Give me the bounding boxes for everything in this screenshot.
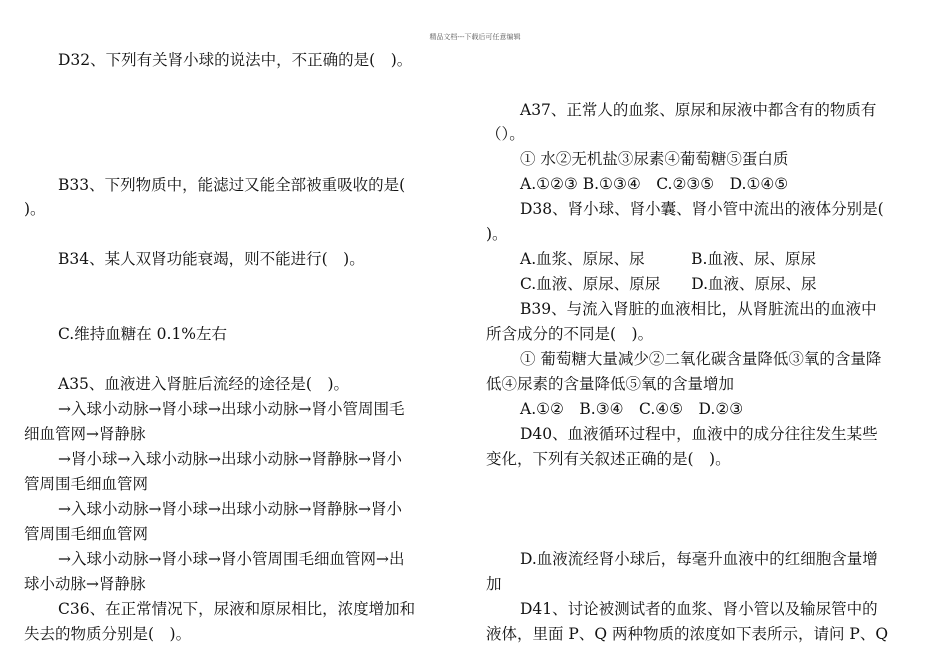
question-35-option-d-cont: 球小动脉→肾静脉	[24, 575, 146, 593]
question-35-option-b: →肾小球→入球小动脉→出球小动脉→肾静脉→肾小	[58, 450, 402, 468]
question-39-items-cont: 低④尿素的含量降低⑤氧的含量增加	[486, 375, 735, 393]
question-38-cont: )。	[486, 225, 508, 243]
question-39-items: ① 葡萄糖大量减少②二氧化碳含量降低③氧的含量降	[520, 350, 882, 368]
question-37-cont: （）。	[486, 125, 525, 143]
question-40: D40、血液循环过程中，血液中的成分往往发生某些	[520, 425, 878, 443]
question-38-options-cd: C.血液、原尿、原尿 D.血液、原尿、尿	[520, 275, 817, 293]
question-36-cont: 失去的物质分别是( )。	[24, 625, 192, 643]
question-37-options: A.①②③ B.①③④ C.②③⑤ D.①④⑤	[520, 175, 789, 193]
question-39-options: A.①② B.③④ C.④⑤ D.②③	[520, 400, 744, 418]
question-33: B33、下列物质中，能滤过又能全部被重吸收的是(	[58, 176, 406, 194]
question-40-option-d: D.血液流经肾小球后，每毫升血液中的红细胞含量增	[520, 550, 878, 568]
question-41: D41、讨论被测试者的血浆、肾小管以及输尿管中的	[520, 600, 878, 618]
question-35-option-d: →入球小动脉→肾小球→肾小管周围毛细血管网→出	[58, 550, 405, 568]
question-40-option-d-cont: 加	[486, 575, 502, 593]
question-38-options-ab: A.血浆、原尿、尿 B.血液、尿、原尿	[520, 250, 816, 268]
question-35: A35、血液进入肾脏后流经的途径是( )。	[58, 375, 350, 393]
question-39: B39、与流入肾脏的血液相比，从肾脏流出的血液中	[520, 300, 877, 318]
question-33-cont: )。	[24, 200, 46, 218]
question-35-option-a-cont: 细血管网→肾静脉	[24, 425, 146, 443]
question-39-cont: 所含成分的不同是( )。	[486, 325, 654, 343]
question-35-option-a: →入球小动脉→肾小球→出球小动脉→肾小管周围毛	[58, 400, 405, 418]
question-37-items: ① 水②无机盐③尿素④葡萄糖⑤蛋白质	[520, 150, 789, 168]
page-header: 精品文档---下载后可任意编辑	[429, 33, 521, 41]
question-32: D32、下列有关肾小球的说法中，不正确的是( )。	[58, 51, 413, 69]
question-38: D38、肾小球、肾小囊、肾小管中流出的液体分别是(	[520, 200, 884, 218]
question-35-option-c-cont: 管周围毛细血管网	[24, 525, 149, 543]
question-35-option-b-cont: 管周围毛细血管网	[24, 475, 149, 493]
question-36: C36、在正常情况下，尿液和原尿相比，浓度增加和	[58, 600, 416, 618]
question-34-option-c: C.维持血糖在 0.1%左右	[58, 325, 228, 343]
question-40-cont: 变化，下列有关叙述正确的是( )。	[486, 450, 731, 468]
question-37: A37、正常人的血浆、原尿和尿液中都含有的物质有	[520, 101, 877, 119]
question-34: B34、某人双肾功能衰竭，则不能进行( )。	[58, 250, 365, 268]
question-41-cont: 液体，里面 P、Q 两种物质的浓度如下表所示，请问 P、Q	[486, 625, 889, 643]
question-35-option-c: →入球小动脉→肾小球→出球小动脉→肾静脉→肾小	[58, 500, 402, 518]
